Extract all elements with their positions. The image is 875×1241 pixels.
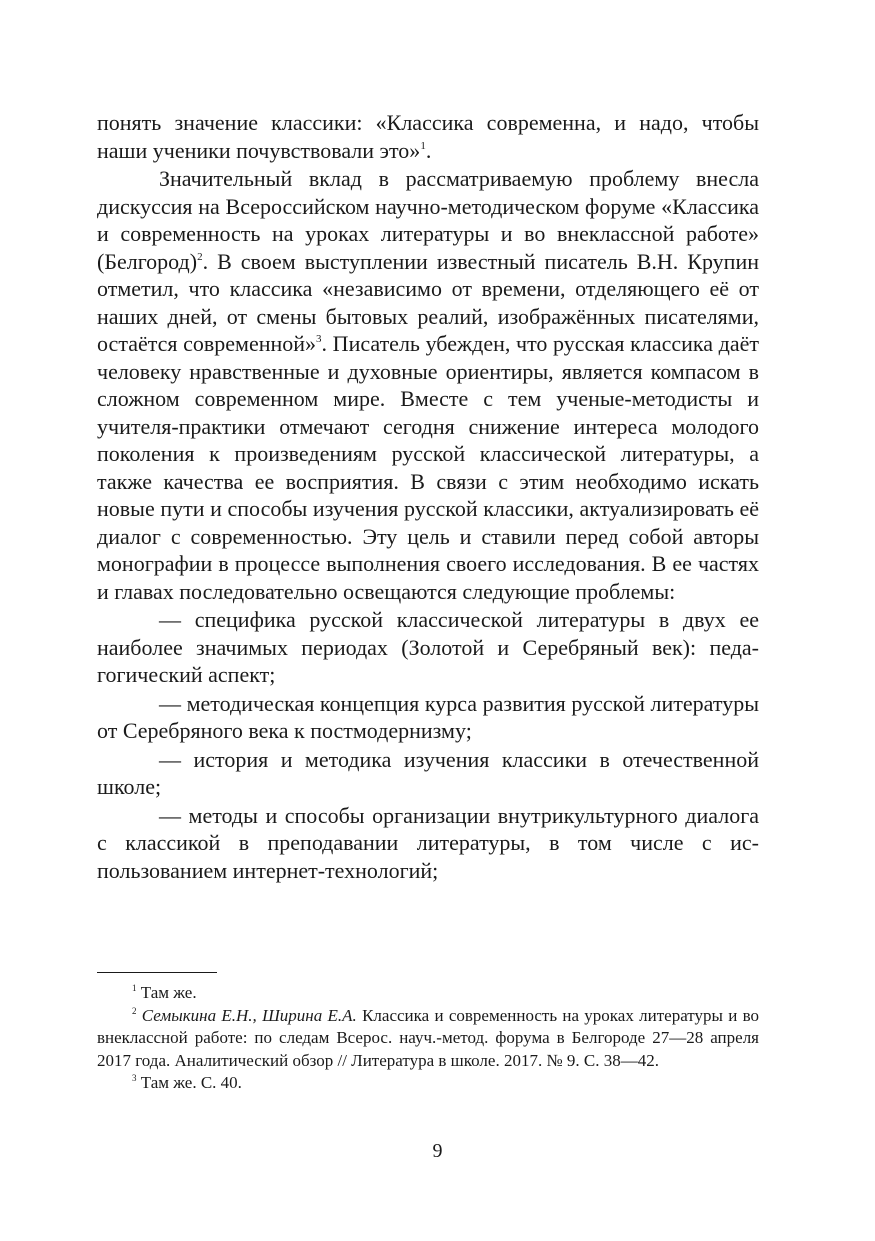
footnote: [97, 982, 759, 1005]
paragraph: [97, 165, 759, 605]
paragraph: [97, 746, 759, 801]
footnote-marker: 1: [132, 983, 137, 993]
text-run: .: [425, 137, 432, 163]
text-run: понять значение классики: «Классика современна, и надо, чтобы наши ученики почувствовали это»: [97, 110, 759, 163]
footnote: [97, 1072, 759, 1095]
page-number: 9: [432, 1140, 443, 1162]
text-run: Там же. С. 40.: [136, 1073, 242, 1092]
main-text: [97, 109, 759, 884]
text-run: — методическая концепция курса развития русской литературы от Серебряного века к постмодернизму;: [97, 690, 759, 743]
footnote-marker: 3: [132, 1073, 137, 1083]
text-run: Классика и современность на уроках литературы и во внеклассной работе: по следам Всерос. науч.-метод. форума в Белгороде 27—28 апреля 2017 года. Аналитический обзор // Литература в школе. 2017. № 9. С. 38—42.: [97, 1005, 759, 1070]
text-run: Значительный вклад в рассматриваемую проблему внесла дискуссия на Всероссийском научно-методическом форуме «Классика и современность на уроках литературы и во внеклассной работе» (Белгород): [97, 166, 759, 274]
author-names: Семыкина Е.Н., Ширина Е.А.: [141, 1005, 357, 1025]
paragraph: [97, 109, 759, 164]
footnote-separator: [97, 972, 217, 973]
footnote-marker: 2: [132, 1005, 137, 1016]
footnote-marker: 1: [420, 139, 426, 152]
footnote-marker: 2: [197, 250, 203, 263]
text-run: . В своем выступлении известный писатель В.Н. Крупин отметил, что классика «независимо от времени, отделяющего её от наших дней, от смены бытовых реалий, изображённых писателями, остаётся современной»: [97, 248, 759, 356]
text-run: — специфика русской классической литературы в двух ее наиболее значимых периодах (Золотой и Серебряный век): педагогический аспект;: [97, 607, 759, 687]
text-run: . Писатель убежден, что русская классика даёт человеку нравственные и духовные ориентиры, является компасом в сложном современном мире. Вместе с тем ученые-методисты и учителя-практики отмечают сегодня снижение интереса молодого поколения к произведениям русской классической литературы, а также качества ее восприятия. В связи с этим необходимо искать новые пути и способы изучения русской классики, актуализировать её диалог с современностью. Эту цель и ставили перед собой авторы монографии в процессе выполнения своего исследования. В ее частях и главах последовательно освещаются следующие проблемы:: [97, 331, 759, 604]
paragraph: [97, 802, 759, 885]
paragraph: [97, 690, 759, 745]
footnote: [97, 1005, 759, 1073]
footnote-marker: 3: [316, 333, 322, 345]
paragraph: [97, 606, 759, 689]
footnotes: [97, 982, 759, 1095]
text-run: — методы и способы организации внутрикультурного диалога с классикой в преподавании литературы, в том числе с использованием интернет-технологий;: [97, 802, 759, 883]
text-run: Там же.: [136, 983, 197, 1002]
text-run: — история и методика изучения классики в отечественной школе;: [97, 746, 759, 799]
